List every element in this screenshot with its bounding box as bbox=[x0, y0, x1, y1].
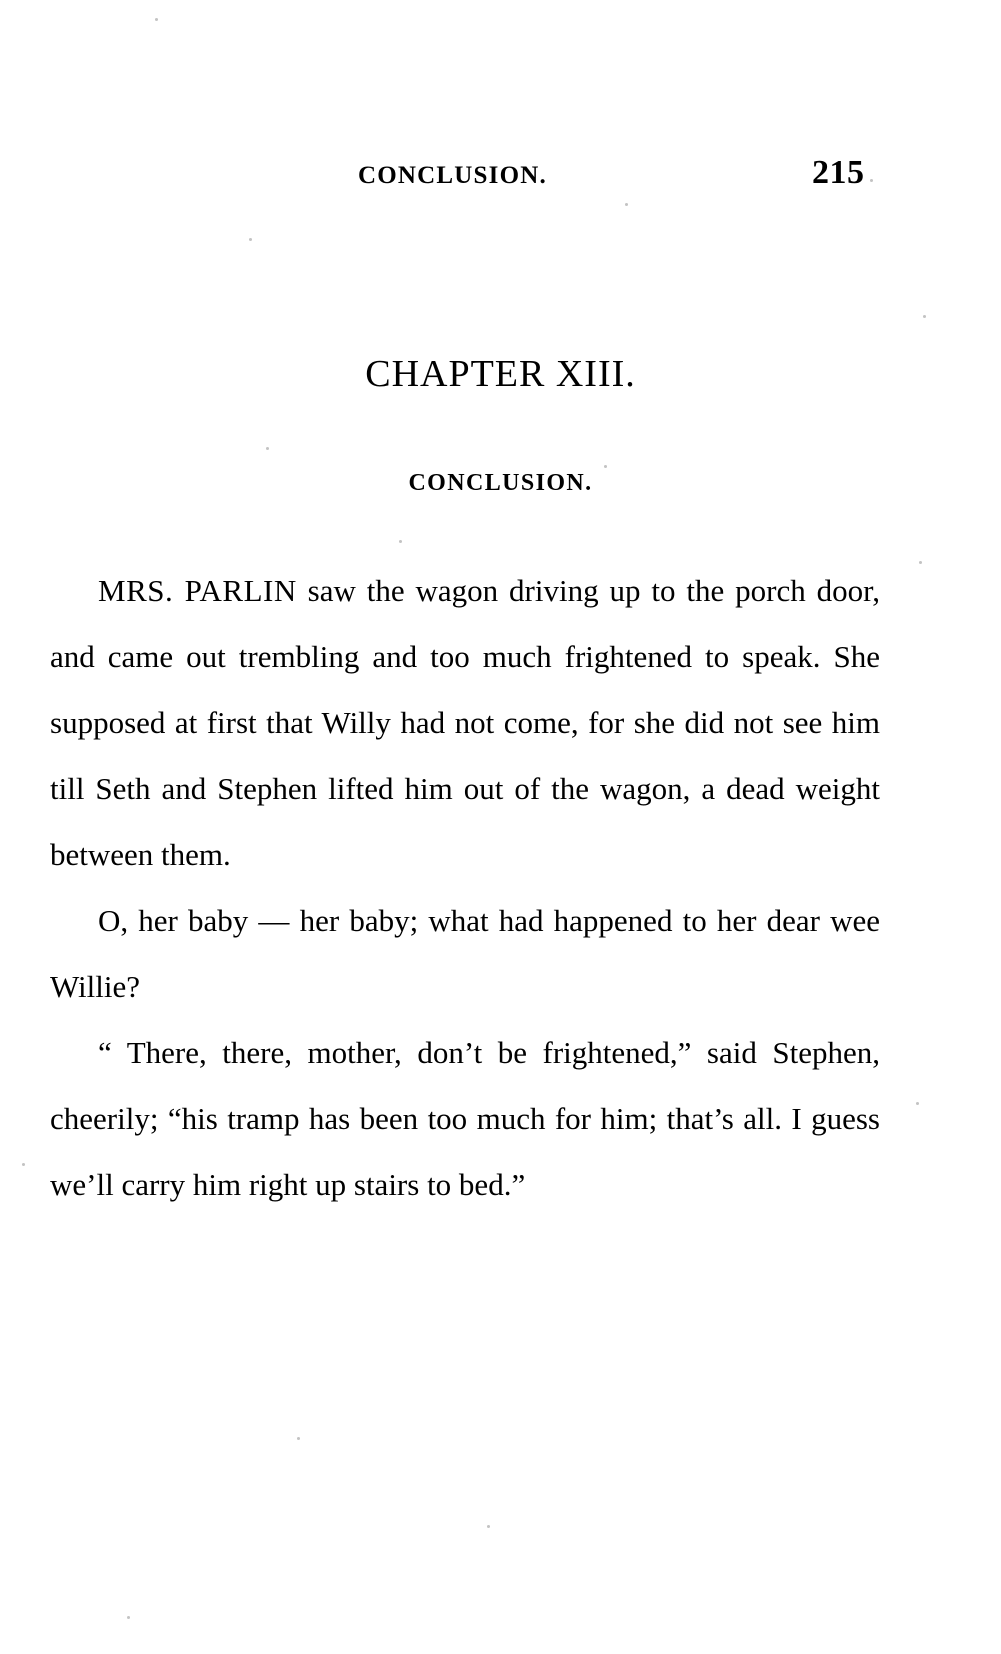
scan-speck bbox=[487, 1525, 490, 1528]
chapter-title: CHAPTER XIII. bbox=[365, 353, 636, 395]
chapter-subtitle: CONCLUSION. bbox=[408, 470, 593, 496]
scan-speck bbox=[604, 465, 607, 468]
scan-speck bbox=[155, 18, 158, 21]
paragraph-3: “ There, there, mother, don’t be frightened,” said Stephen, cheerily; “his tramp has been too much for him; that’s all. I guess we’ll carry him right up stairs to bed.” bbox=[50, 1035, 880, 1202]
scan-speck bbox=[249, 238, 252, 241]
scan-speck bbox=[399, 540, 402, 543]
scan-speck bbox=[625, 203, 628, 206]
scan-speck bbox=[870, 179, 873, 182]
page-number: 215 bbox=[812, 154, 865, 191]
paragraph-1: MRS. PARLIN saw the wagon driving up to the porch door, and came out trembling and too much frightened to speak. She supposed at first that Willy had not come, for she did not see him till Seth and Stephen lifted him out of the wagon, a dead weight between them. bbox=[50, 573, 880, 872]
scan-speck bbox=[127, 1616, 130, 1619]
paragraph-2: O, her baby — her baby; what had happened to her dear wee Willie? bbox=[50, 903, 880, 1004]
scan-speck bbox=[297, 1437, 300, 1440]
body-text bbox=[50, 558, 880, 1218]
scan-speck bbox=[266, 447, 269, 450]
running-head bbox=[0, 78, 1001, 191]
scan-speck bbox=[923, 315, 926, 318]
scan-speck bbox=[919, 561, 922, 564]
running-title: CONCLUSION. bbox=[358, 162, 547, 189]
scan-speck bbox=[22, 1163, 25, 1166]
scan-speck bbox=[916, 1102, 919, 1105]
paragraph-lead-smallcaps: MRS. PARLIN bbox=[98, 573, 297, 608]
